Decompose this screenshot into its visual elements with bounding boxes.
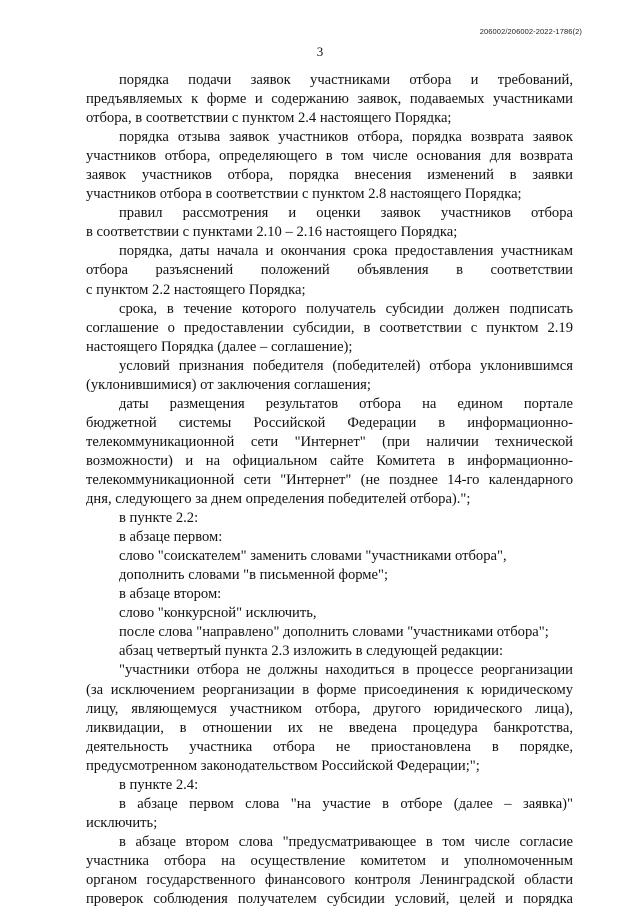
text-line: правил рассмотрения и оценки заявок участников отбора xyxy=(119,205,573,222)
text-line: участников отбора, определяющего в том числе основания для возврата xyxy=(86,148,573,165)
text-line: порядка подачи заявок участниками отбора и требований, xyxy=(119,72,573,88)
text-line: в абзаце первом слова "на участие в отборе (далее – заявка)" xyxy=(119,795,573,812)
text-line: условий признания победителя (победителей) отбора уклонившимся xyxy=(119,357,573,374)
page-number: 3 xyxy=(316,44,324,59)
text-line: в пункте 2.2: xyxy=(119,510,199,527)
text-line: ликвидации, в отношении их не введена процедура банкротства, xyxy=(86,719,573,736)
document-body xyxy=(86,71,573,909)
text-line: (уклонившимися) от заключения соглашения; xyxy=(86,376,371,393)
text-line: отбора разъяснений положений объявления в соответствии xyxy=(86,262,573,279)
text-line: "участники отбора не должны находиться в процессе реорганизации xyxy=(119,662,573,679)
text-line: в абзаце втором слова "предусматривающее в том числе согласие xyxy=(119,833,573,850)
text-line: возможности) и на официальном сайте Комитета в информационно- xyxy=(86,452,573,469)
text-line: бюджетной системы Российской Федерации в информационно- xyxy=(86,414,573,431)
text-line: порядка отзыва заявок участников отбора, порядка возврата заявок xyxy=(119,129,573,146)
text-line: в абзаце втором: xyxy=(119,586,222,603)
text-line: телекоммуникационной сети "Интернет" (при наличии технической xyxy=(86,433,573,450)
text-line: заявок участников отбора, порядка внесения изменений в заявки xyxy=(86,167,573,184)
text-line: даты размещения результатов отбора на едином портале xyxy=(119,395,573,412)
text-line: срока, в течение которого получатель субсидии должен подписать xyxy=(119,300,573,317)
text-line: слово "конкурсной" исключить, xyxy=(119,605,317,622)
text-line: с пунктом 2.2 настоящего Порядка; xyxy=(86,281,306,298)
text-line: дня, следующего за днем определения победителей отбора)."; xyxy=(86,491,471,508)
text-line: предусмотренном законодательством Российской Федерации;"; xyxy=(86,757,480,774)
text-line: отбора, в соответствии с пунктом 2.4 настоящего Порядка; xyxy=(86,110,452,127)
text-line: абзац четвертый пункта 2.3 изложить в следующей редакции: xyxy=(119,643,504,660)
text-line: в абзаце первом: xyxy=(119,529,223,546)
text-line: деятельность участника отбора не приостановлена в порядке, xyxy=(86,738,573,755)
text-line: (за исключением реорганизации в форме присоединения к юридическому xyxy=(86,681,573,698)
text-line: предъявляемых к форме и содержанию заявок, подаваемых участниками xyxy=(86,91,573,108)
text-line: соглашение о предоставлении субсидии, в соответствии с пунктом 2.19 xyxy=(86,319,573,336)
text-line: настоящего Порядка (далее – соглашение); xyxy=(86,338,353,355)
text-line: проверок соблюдения получателем субсидии условий, целей и порядка xyxy=(86,891,573,908)
text-line: порядка, даты начала и окончания срока предоставления участникам xyxy=(119,243,573,260)
text-line: слово "соискателем" заменить словами "участниками отбора", xyxy=(119,548,507,565)
text-line: после слова "направлено" дополнить словами "участниками отбора"; xyxy=(119,624,549,641)
text-line: органом государственного финансового контроля Ленинградской области xyxy=(86,871,573,888)
text-line: участника отбора на осуществление комитетом и уполномоченным xyxy=(86,852,573,869)
text-line: исключить; xyxy=(86,814,158,831)
text-line: дополнить словами "в письменной форме"; xyxy=(119,567,389,584)
text-line: лицу, являющемуся участником отбора, другого юридического лица), xyxy=(86,700,573,717)
text-line: в пункте 2.4: xyxy=(119,776,199,793)
document-id: 206002/206002-2022-1786(2) xyxy=(479,27,582,36)
text-line: телекоммуникационной сети "Интернет" (не позднее 14-го календарного xyxy=(86,471,573,488)
text-line: в соответствии с пунктами 2.10 – 2.16 настоящего Порядка; xyxy=(86,224,458,241)
text-line: участников отбора в соответствии с пунктом 2.8 настоящего Порядка; xyxy=(86,186,522,203)
